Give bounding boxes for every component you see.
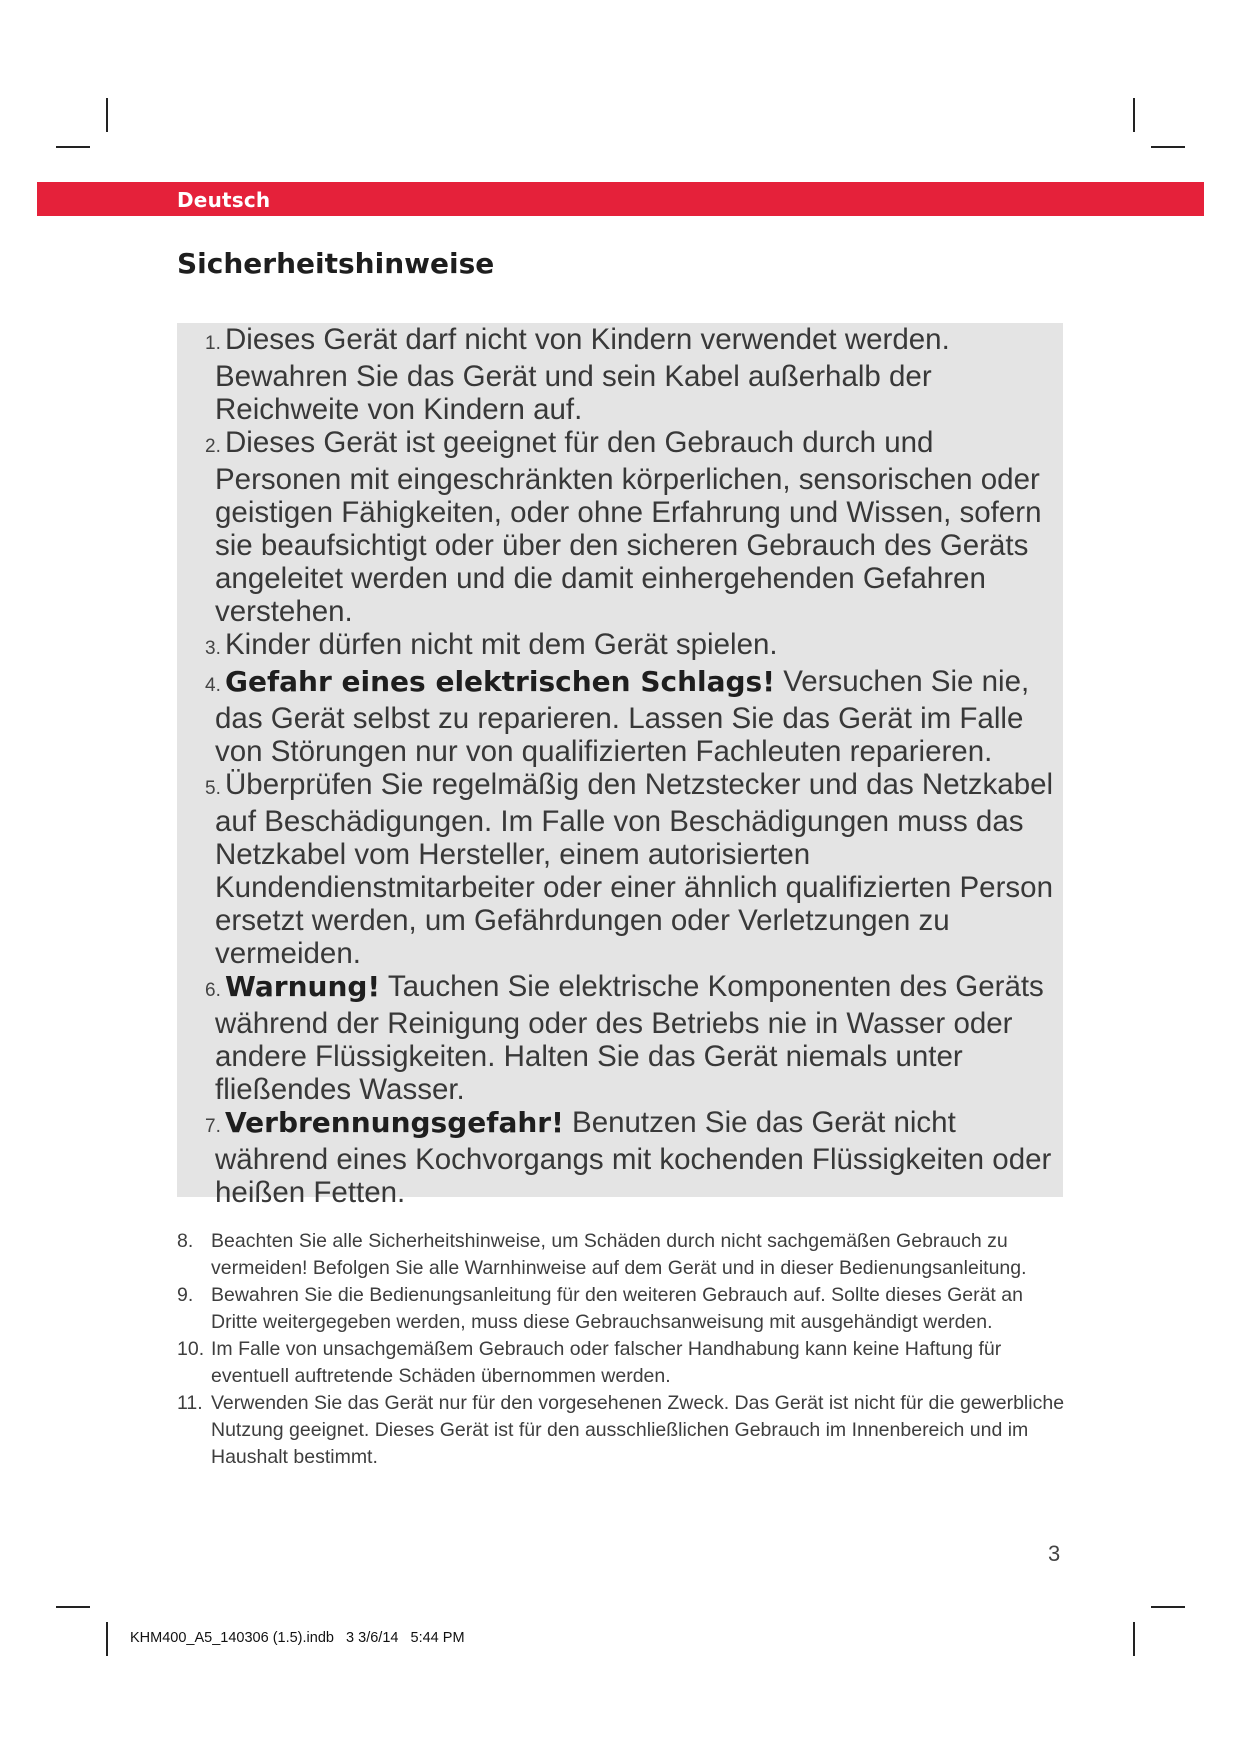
warning-item bbox=[185, 665, 1065, 768]
warning-item-emphasis: Warnung! bbox=[225, 970, 381, 1003]
warning-item-number: 2. bbox=[205, 436, 221, 457]
warning-item bbox=[185, 426, 1065, 628]
warning-item bbox=[185, 768, 1065, 970]
page-number: 3 bbox=[1048, 1541, 1061, 1566]
general-item-text: Im Falle von unsachgemäßem Gebrauch oder falscher Handhabung kann keine Haftung für eventuell auftretende Schäden übernommen werden. bbox=[211, 1338, 1002, 1387]
crop-mark-top-left-horizontal bbox=[56, 146, 90, 148]
crop-mark-top-left-vertical bbox=[106, 98, 108, 132]
crop-mark-top-right-horizontal bbox=[1151, 146, 1185, 148]
warning-item-number: 3. bbox=[205, 638, 221, 659]
warning-list bbox=[185, 323, 1065, 1209]
warning-item-emphasis: Verbrennungsgefahr! bbox=[225, 1106, 564, 1139]
general-item-number: 9. bbox=[177, 1284, 194, 1306]
crop-mark-bottom-left-vertical bbox=[106, 1622, 108, 1656]
crop-mark-top-right-vertical bbox=[1133, 98, 1135, 132]
general-item-number: 10. bbox=[177, 1338, 205, 1360]
warning-item-emphasis: Gefahr eines elektrischen Schlags! bbox=[225, 665, 775, 698]
warning-item bbox=[185, 628, 1065, 665]
general-item-number: 8. bbox=[177, 1230, 194, 1252]
warning-box bbox=[177, 323, 1063, 1209]
general-item bbox=[177, 1228, 1067, 1282]
warning-item-text: Benutzen Sie das Gerät nicht während eines Kochvorgangs mit kochenden Flüssigkeiten oder heißen Fetten. bbox=[215, 1106, 1052, 1209]
crop-mark-bottom-right-vertical bbox=[1133, 1622, 1135, 1656]
warning-item-text: Dieses Gerät ist geeignet für den Gebrauch durch und Personen mit eingeschränkten körperlichen, sensorischen oder geistigen Fähigkeiten, oder ohne Erfahrung und Wissen, sofern sie beaufsichtigt oder über den sicheren Gebrauch des Geräts angeleitet werden und die damit einhergehenden Gefahren verstehen. bbox=[215, 426, 1042, 628]
warning-item-number: 6. bbox=[205, 980, 221, 1001]
general-item-text: Verwenden Sie das Gerät nur für den vorgesehenen Zweck. Das Gerät ist nicht für die gewerbliche Nutzung geeignet. Dieses Gerät ist für den ausschließlichen Gebrauch im Innenbereich und im Haushalt bestimmt. bbox=[211, 1392, 1065, 1468]
crop-mark-bottom-left-horizontal bbox=[56, 1606, 90, 1608]
warning-item-text: Tauchen Sie elektrische Komponenten des Geräts während der Reinigung oder des Betriebs nie in Wasser oder andere Flüssigkeiten. Halten Sie das Gerät niemals unter fließendes Wasser. bbox=[215, 970, 1044, 1106]
section-title: Sicherheitshinweise bbox=[177, 247, 495, 280]
warning-item-number: 1. bbox=[205, 333, 221, 354]
warning-item bbox=[185, 970, 1065, 1106]
language-header-bar bbox=[37, 182, 1204, 216]
general-item bbox=[177, 1336, 1067, 1390]
warning-item-number: 7. bbox=[205, 1116, 221, 1137]
warning-item-number: 4. bbox=[205, 675, 221, 696]
warning-item bbox=[185, 323, 1065, 426]
general-item-text: Bewahren Sie die Bedienungsanleitung für den weiteren Gebrauch auf. Sollte dieses Gerät an Dritte weitergegeben werden, muss diese Gebrauchsanweisung mit ausgehändigt werden. bbox=[211, 1284, 1023, 1333]
language-label: Deutsch bbox=[177, 188, 271, 212]
general-item-number: 11. bbox=[177, 1392, 203, 1414]
warning-item bbox=[185, 1106, 1065, 1209]
warning-item-text: Kinder dürfen nicht mit dem Gerät spielen. bbox=[225, 628, 778, 661]
crop-mark-bottom-right-horizontal bbox=[1151, 1606, 1185, 1608]
general-item bbox=[177, 1390, 1067, 1471]
general-item bbox=[177, 1282, 1067, 1336]
general-item-text: Beachten Sie alle Sicherheitshinweise, um Schäden durch nicht sachgemäßen Gebrauch zu vermeiden! Befolgen Sie alle Warnhinweise auf dem Gerät und in dieser Bedienungsanleitung. bbox=[211, 1230, 1027, 1279]
warning-item-text: Dieses Gerät darf nicht von Kindern verwendet werden. Bewahren Sie das Gerät und sein Kabel außerhalb der Reichweite von Kindern auf. bbox=[215, 323, 950, 426]
general-safety-list bbox=[177, 1228, 1067, 1471]
warning-item-text: Versuchen Sie nie, das Gerät selbst zu reparieren. Lassen Sie das Gerät im Falle von Störungen nur von qualifizierten Fachleuten reparieren. bbox=[215, 665, 1030, 768]
warning-item-text: Überprüfen Sie regelmäßig den Netzstecker und das Netzkabel auf Beschädigungen. Im Falle von Beschädigungen muss das Netzkabel vom Hersteller, einem autorisierten Kundendienstmitarbeiter oder einer ähnlich qualifizierten Person ersetzt werden, um Gefährdungen oder Verletzungen zu vermeiden. bbox=[215, 768, 1054, 970]
warning-item-number: 5. bbox=[205, 778, 221, 799]
print-slug: KHM400_A5_140306 (1.5).indb 3 3/6/14 5:44 PM bbox=[130, 1630, 465, 1646]
